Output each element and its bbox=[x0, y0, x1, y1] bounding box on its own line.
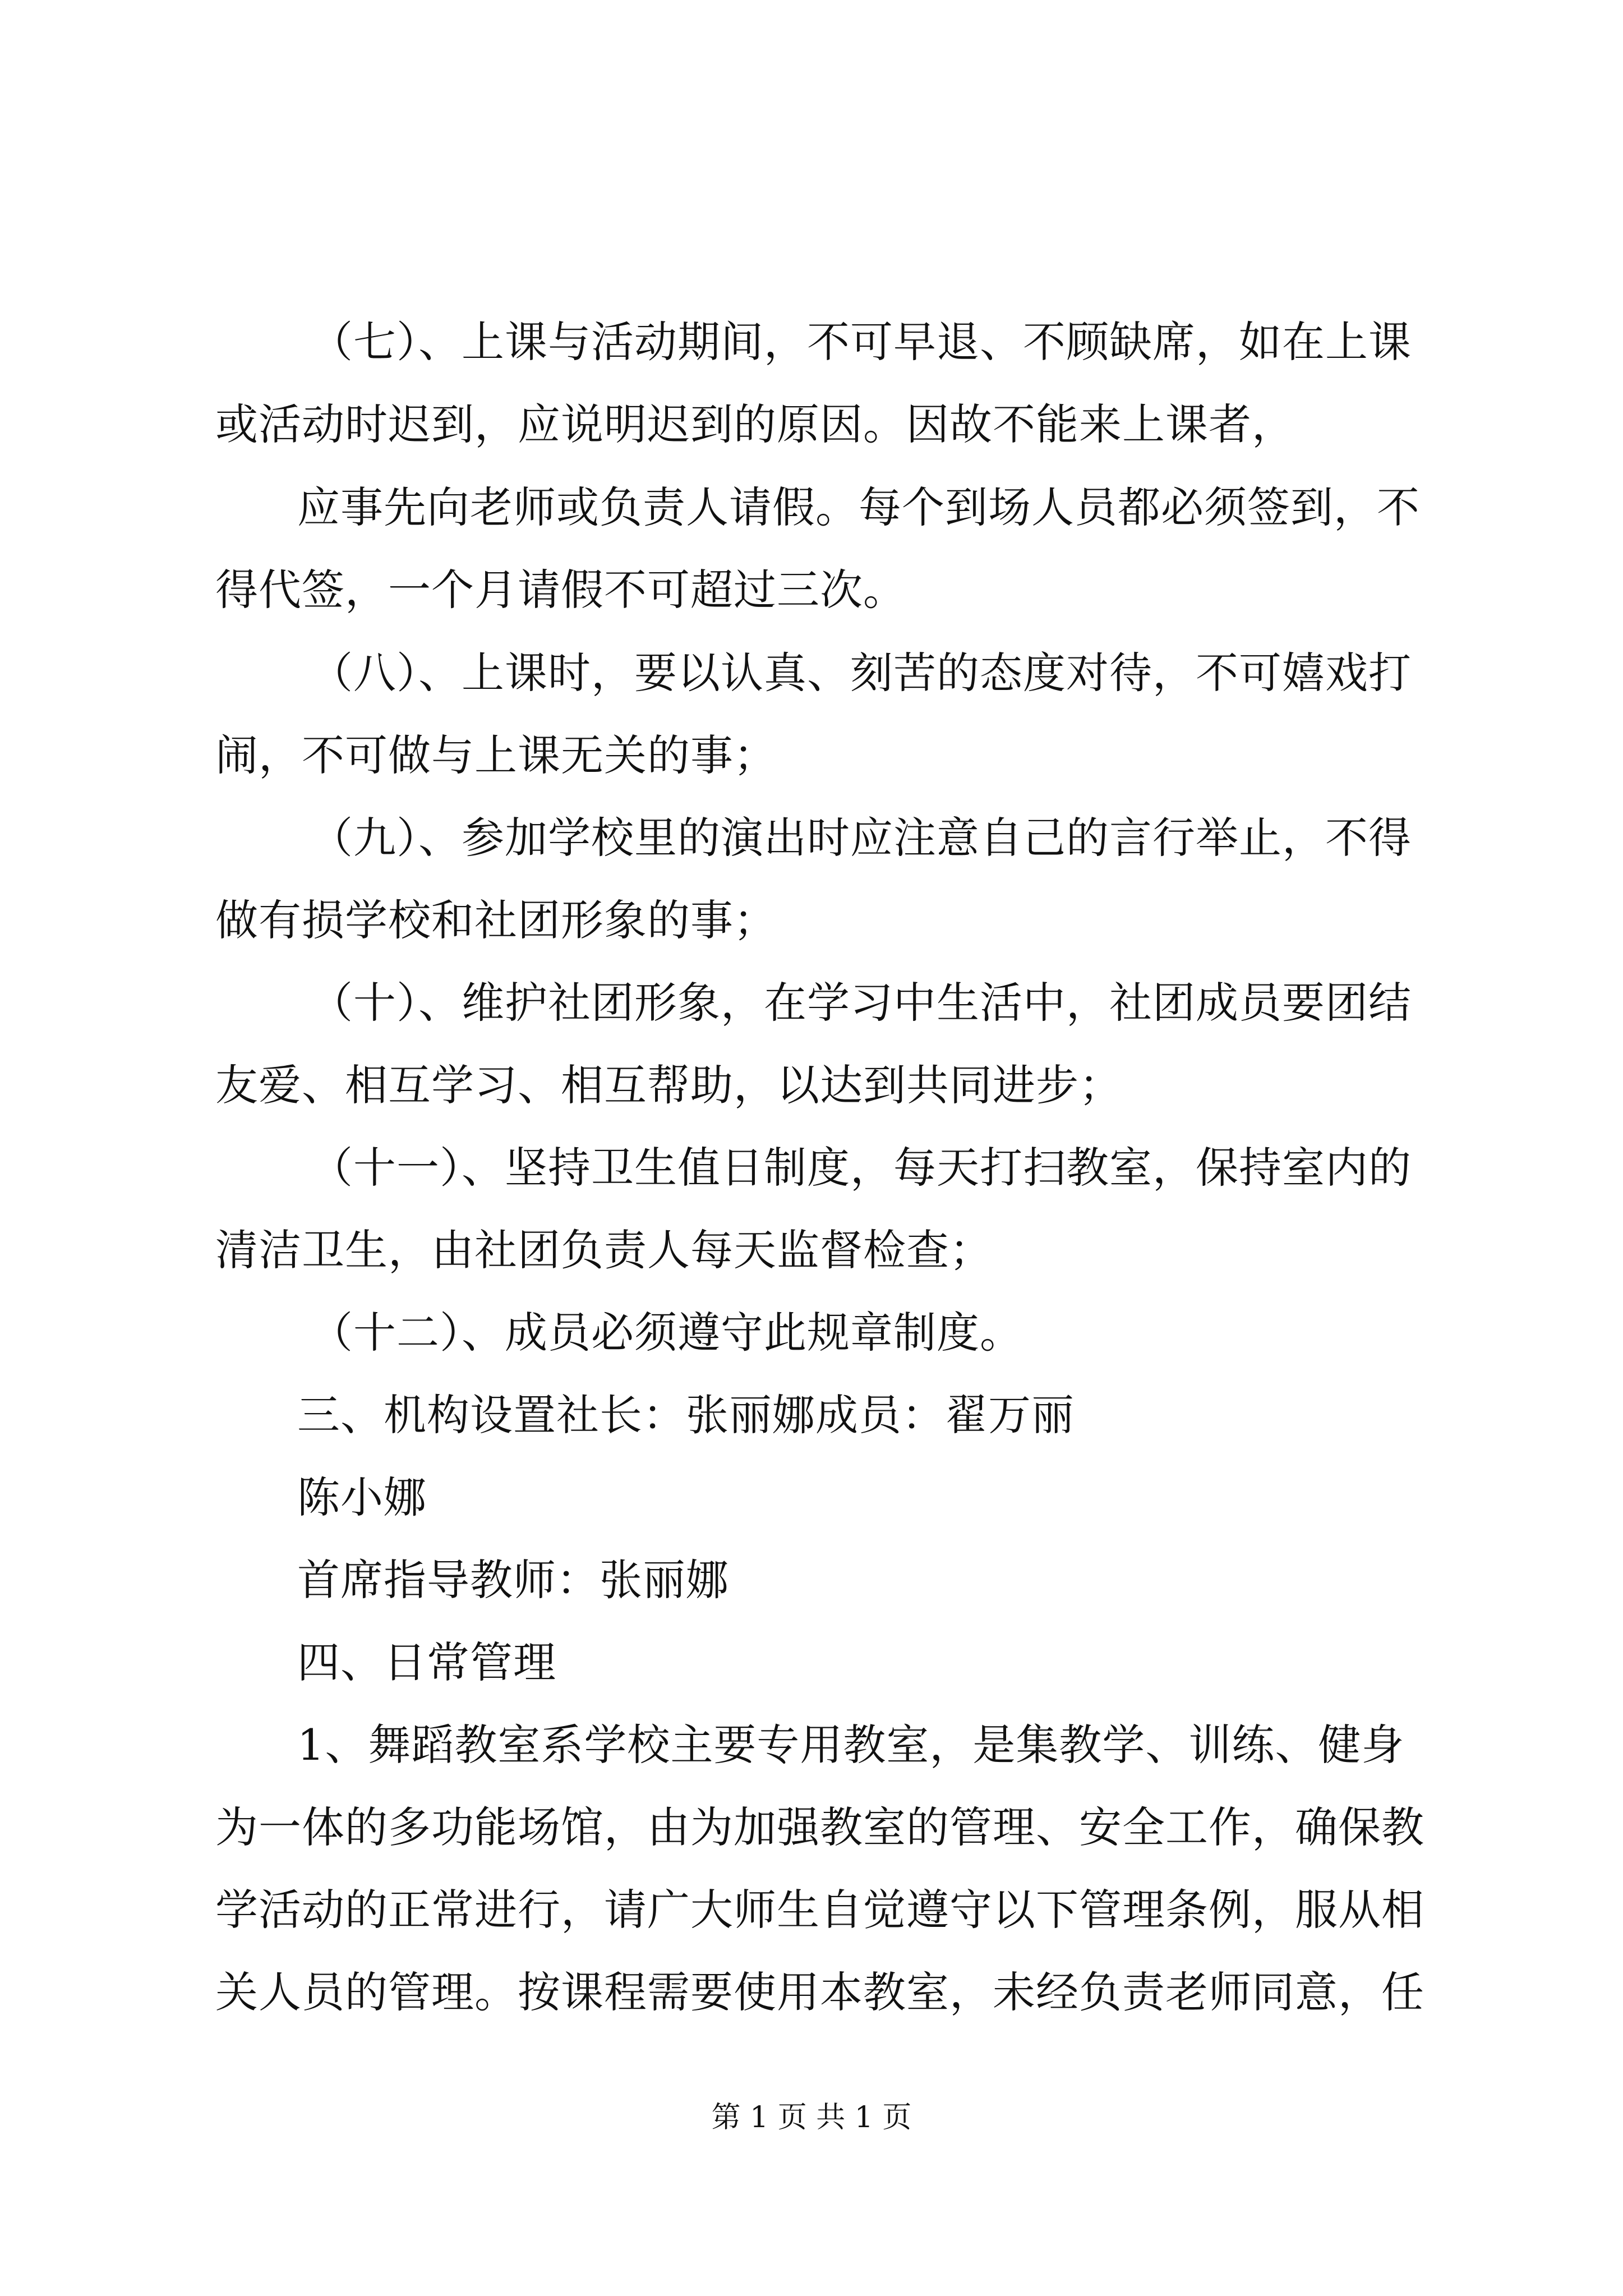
section-3-heading: 三、机构设置社长：张丽娜成员：翟万丽 bbox=[297, 1390, 1075, 1440]
paragraph-12: （十二）、成员必须遵守此规章制度。 bbox=[310, 1308, 1023, 1358]
paragraph-11-line-2: 清洁卫生，由社团负责人每天监督检查； bbox=[215, 1225, 993, 1275]
paragraph-1-line-1: 1、舞蹈教室系学校主要专用教室，是集教学、训练、健身 bbox=[297, 1720, 1405, 1770]
paragraph-1-line-3: 学活动的正常进行，请广大师生自觉遵守以下管理条例，服从相 bbox=[215, 1885, 1424, 1935]
chief-instructor: 首席指导教师：张丽娜 bbox=[297, 1555, 729, 1605]
paragraph-7b-line-1: 应事先向老师或负责人请假。每个到场人员都必须签到，不 bbox=[297, 482, 1420, 532]
paragraph-7b-line-2: 得代签，一个月请假不可超过三次。 bbox=[215, 565, 906, 615]
paragraph-7-line-1: （七）、上课与活动期间，不可早退、不顾缺席，如在上课 bbox=[310, 317, 1412, 367]
paragraph-10-line-2: 友爱、相互学习、相互帮助，以达到共同进步； bbox=[215, 1060, 1122, 1110]
paragraph-1-line-2: 为一体的多功能场馆，由为加强教室的管理、安全工作，确保教 bbox=[215, 1802, 1424, 1852]
paragraph-8-line-2: 闹，不可做与上课无关的事； bbox=[215, 730, 777, 780]
paragraph-7-line-2: 或活动时迟到，应说明迟到的原因。因故不能来上课者， bbox=[215, 399, 1295, 449]
paragraph-10-line-1: （十）、维护社团形象，在学习中生活中，社团成员要团结 bbox=[310, 978, 1412, 1028]
paragraph-9-line-2: 做有损学校和社团形象的事； bbox=[215, 895, 777, 945]
paragraph-11-line-1: （十一）、坚持卫生值日制度，每天打扫教室，保持室内的 bbox=[310, 1143, 1412, 1193]
page-number-footer: 第 1 页 共 1 页 bbox=[711, 2101, 912, 2134]
member-name: 陈小娜 bbox=[297, 1473, 427, 1522]
section-4-heading: 四、日常管理 bbox=[297, 1637, 556, 1687]
paragraph-1-line-4: 关人员的管理。按课程需要使用本教室，未经负责老师同意，任 bbox=[215, 1967, 1424, 2017]
paragraph-9-line-1: （九）、参加学校里的演出时应注意自己的言行举止，不得 bbox=[310, 813, 1412, 863]
paragraph-8-line-1: （八）、上课时，要以认真、刻苦的态度对待，不可嬉戏打 bbox=[310, 648, 1412, 698]
